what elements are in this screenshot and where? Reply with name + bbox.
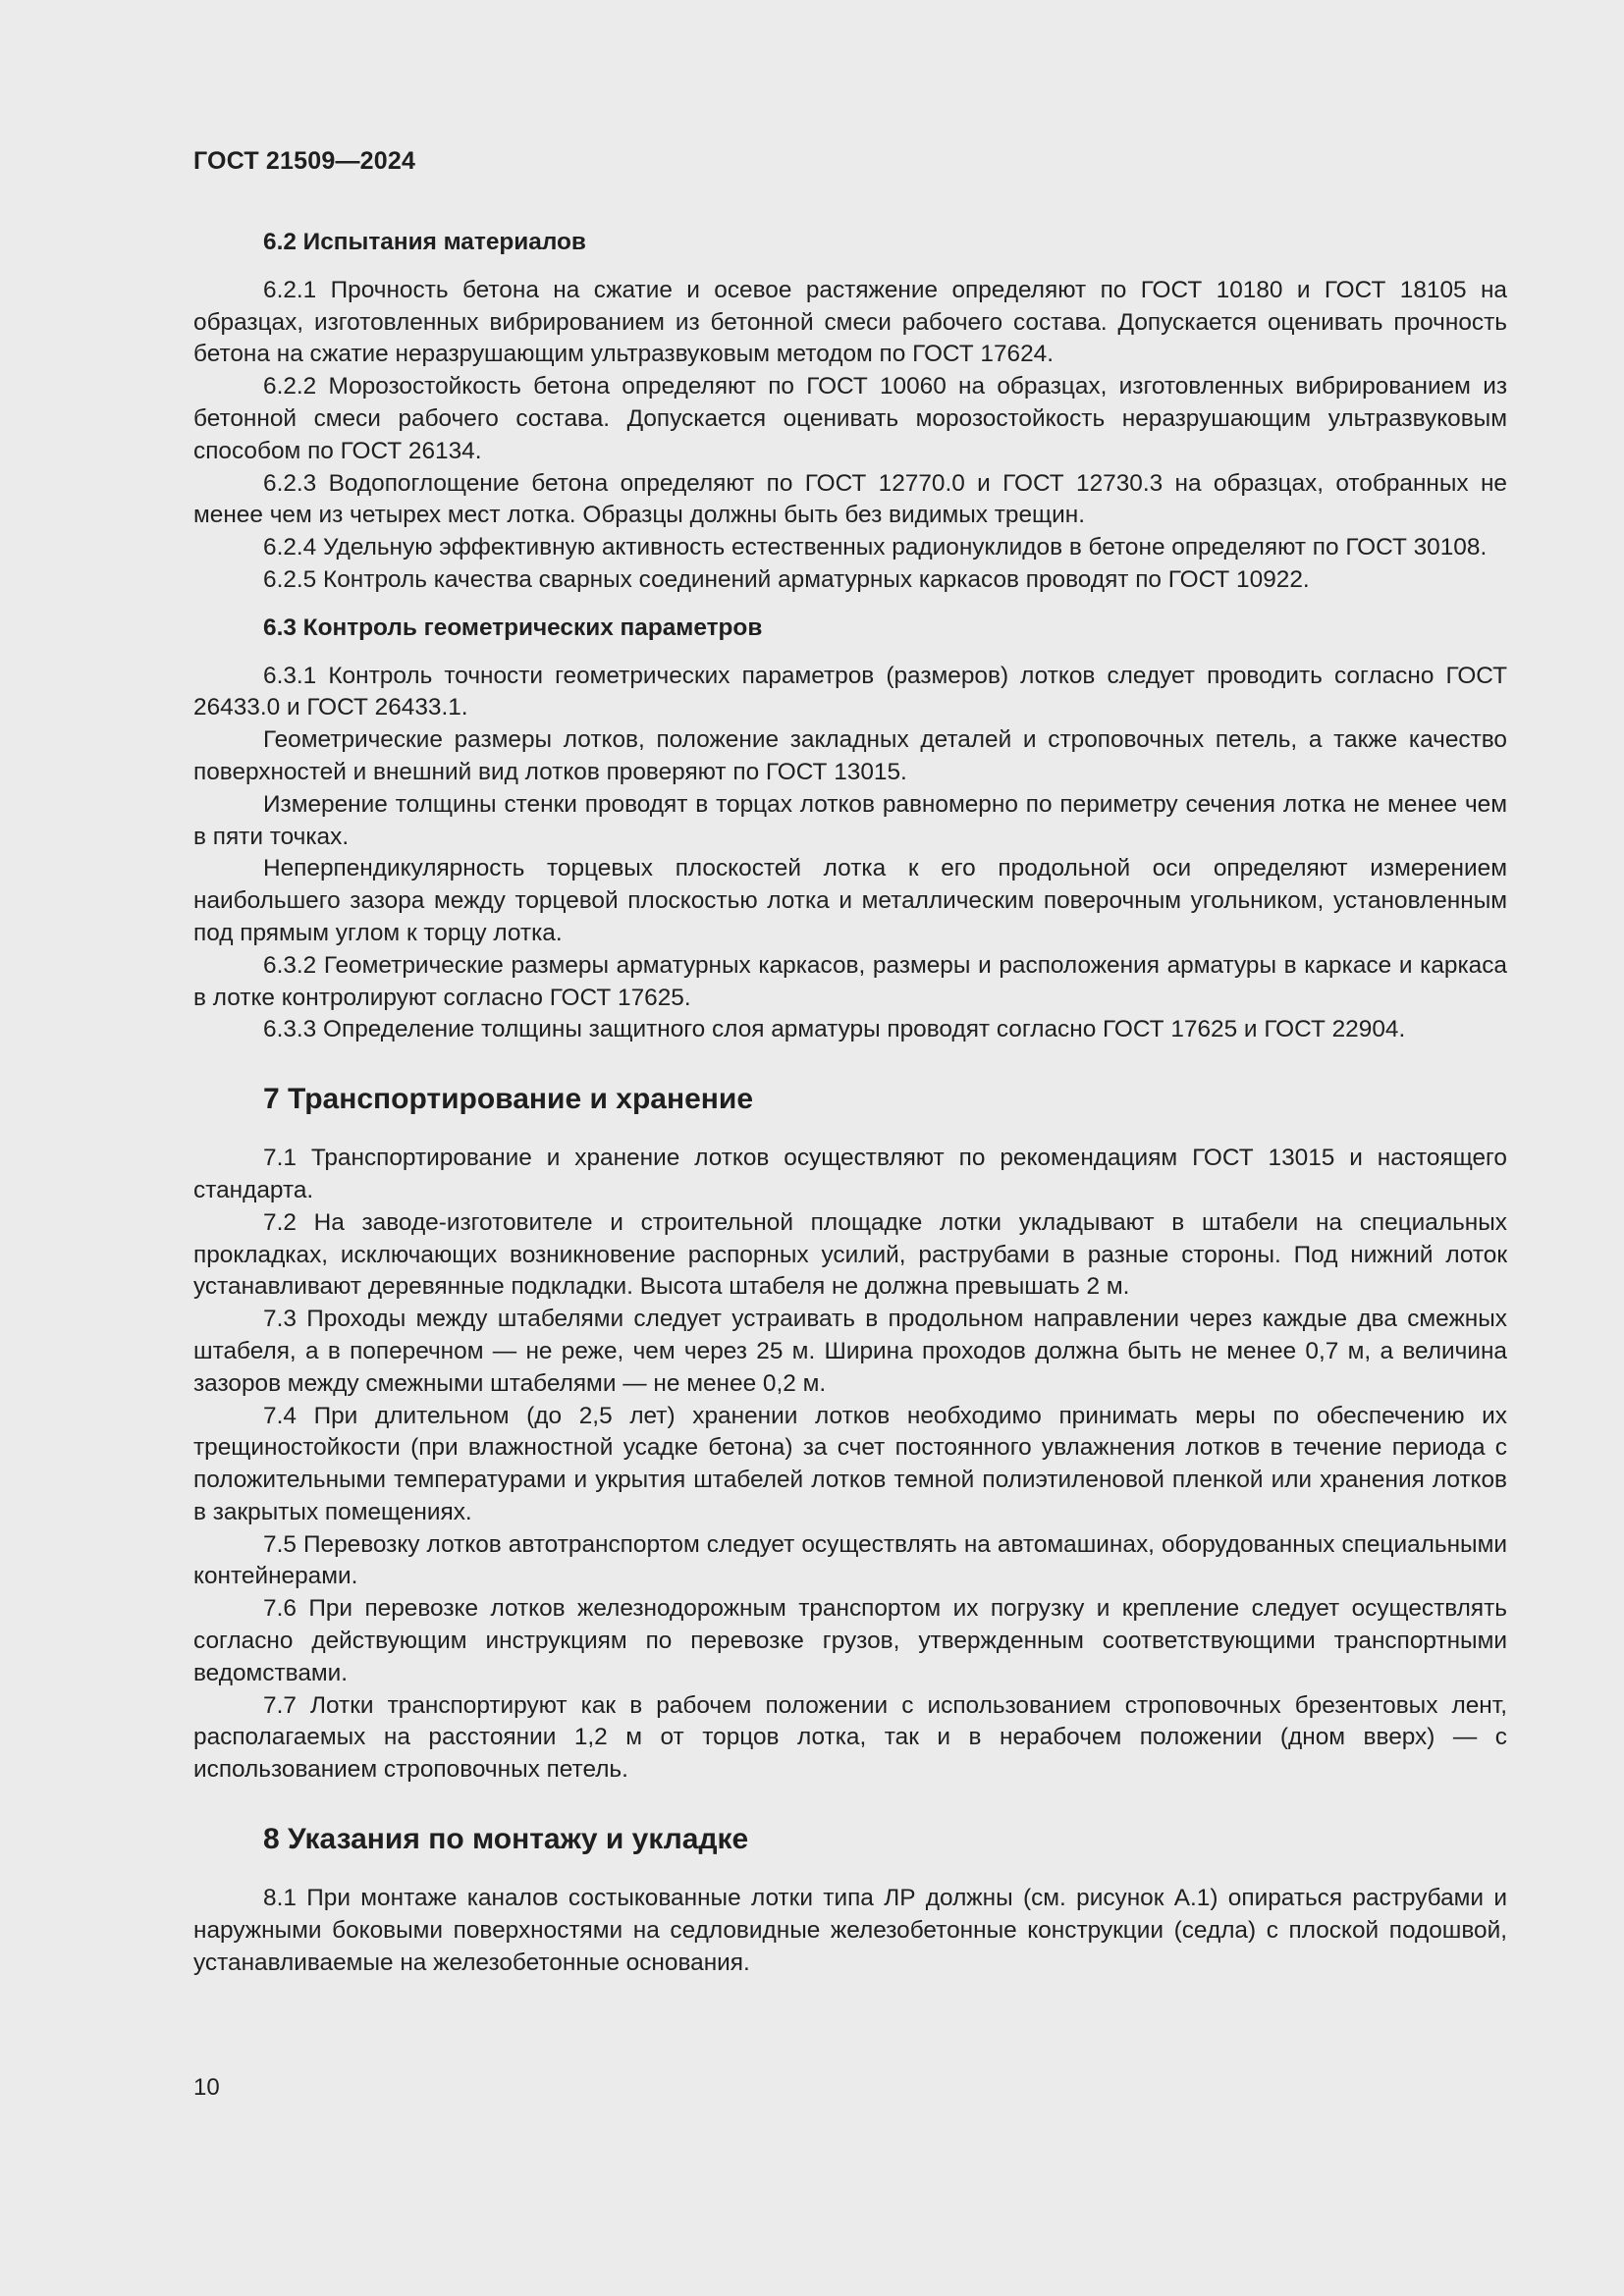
document-code: ГОСТ 21509—2024 bbox=[193, 147, 416, 175]
section-8-body bbox=[193, 1883, 1507, 1979]
paragraph: 7.3 Проходы между штабелями следует устраивать в продольном направлении через каждые два смежных штабеля, а в поперечном — не реже, чем через 25 м. Ширина проходов должна быть не менее 0,7 м, а величина зазоров между смежными штабелями — не менее 0,2 м. bbox=[193, 1306, 1507, 1397]
paragraph: 7.4 При длительном (до 2,5 лет) хранении лотков необходимо принимать меры по обеспечению их трещиностойкости (при влажностной усадке бетона) за счет постоянного увлажнения лотков в течение периода с положительными температурами и укрытия штабелей лотков темной полиэтиленовой пленкой или хранения лотков в закрытых помещениях. bbox=[193, 1402, 1507, 1525]
section-6-2 bbox=[193, 227, 1507, 597]
page-content bbox=[193, 227, 1507, 1979]
section-6-3 bbox=[193, 613, 1507, 1046]
section-7-body bbox=[193, 1143, 1507, 1787]
paragraph: 7.1 Транспортирование и хранение лотков осуществляют по рекомендациям ГОСТ 13015 и настоящего стандарта. bbox=[193, 1145, 1507, 1203]
paragraph: 8.1 При монтаже каналов состыкованные лотки типа ЛР должны (см. рисунок А.1) опираться раструбами и наружными боковыми поверхностями на седловидные железобетонные конструкции (седла) с плоской подошвой, устанавливаемые на железобетонные основания. bbox=[193, 1885, 1507, 1976]
page-number: 10 bbox=[193, 2074, 220, 2101]
paragraph: 7.6 При перевозке лотков железнодорожным транспортом их погрузку и крепление следует осуществлять согласно действующим инструкциям по перевозке грузов, утвержденным соответствующими транспортными ведомствами. bbox=[193, 1595, 1507, 1686]
paragraph: 6.2.2 Морозостойкость бетона определяют по ГОСТ 10060 на образцах, изготовленных вибрированием из бетонной смеси рабочего состава. Допускается оценивать морозостойкость неразрушающим ультразвуковым способом по ГОСТ 26134. bbox=[193, 373, 1507, 464]
section-title: 7 Транспортирование и хранение bbox=[263, 1083, 754, 1116]
paragraph: 7.5 Перевозку лотков автотранспортом следует осуществлять на автомашинах, оборудованных специальными контейнерами. bbox=[193, 1530, 1507, 1590]
subsection-title: 6.2 Испытания материалов bbox=[263, 229, 586, 255]
paragraph: Геометрические размеры лотков, положение закладных деталей и строповочных петель, а также качество поверхностей и внешний вид лотков проверяют по ГОСТ 13015. bbox=[193, 726, 1507, 785]
paragraph: 6.3.3 Определение толщины защитного слоя арматуры проводят согласно ГОСТ 17625 и ГОСТ 22904. bbox=[263, 1016, 1406, 1043]
paragraph: 7.2 На заводе-изготовителе и строительной площадке лотки укладывают в штабели на специальных прокладках, исключающих возникновение распорных усилий, раструбами в разные стороны. Под нижний лоток устанавливают деревянные подкладки. Высота штабеля не должна превышать 2 м. bbox=[193, 1208, 1507, 1301]
paragraph: 7.7 Лотки транспортируют как в рабочем положении с использованием строповочных брезентовых лент, располагаемых на расстоянии 1,2 м от торцов лотка, так и в нерабочем положении (дном вверх) — с использованием строповочных петель. bbox=[193, 1691, 1507, 1784]
paragraph: 6.3.2 Геометрические размеры арматурных каркасов, размеры и расположения арматуры в каркасе и каркаса в лотке контролируют согласно ГОСТ 17625. bbox=[193, 951, 1507, 1011]
section-title: 8 Указания по монтажу и укладке bbox=[263, 1823, 749, 1856]
paragraph: 6.3.1 Контроль точности геометрических параметров (размеров) лотков следует проводить согласно ГОСТ 26433.0 и ГОСТ 26433.1. bbox=[193, 662, 1507, 721]
paragraph: Неперпендикулярность торцевых плоскостей лотка к его продольной оси определяют измерением наибольшего зазора между торцевой плоскостью лотка и металлическим поверочным угольником, установленным под прямым углом к торцу лотка. bbox=[193, 855, 1507, 946]
paragraph: Измерение толщины стенки проводят в торцах лотков равномерно по периметру сечения лотка не менее чем в пяти точках. bbox=[193, 790, 1507, 850]
paragraph: 6.2.1 Прочность бетона на сжатие и осевое растяжение определяют по ГОСТ 10180 и ГОСТ 18105 на образцах, изготовленных вибрированием из бетонной смеси рабочего состава. Допускается оценивать прочность бетона на сжатие неразрушающим ультразвуковым методом по ГОСТ 17624. bbox=[193, 276, 1507, 368]
paragraph: 6.2.5 Контроль качества сварных соединений арматурных каркасов проводят по ГОСТ 10922. bbox=[263, 565, 1310, 593]
paragraph: 6.2.3 Водопоглощение бетона определяют по ГОСТ 12770.0 и ГОСТ 12730.3 на образцах, отобранных не менее чем из четырех мест лотка. Образцы должны быть без видимых трещин. bbox=[193, 469, 1507, 529]
paragraph: 6.2.4 Удельную эффективную активность естественных радионуклидов в бетоне определяют по ГОСТ 30108. bbox=[263, 534, 1488, 561]
subsection-title: 6.3 Контроль геометрических параметров bbox=[263, 614, 763, 641]
